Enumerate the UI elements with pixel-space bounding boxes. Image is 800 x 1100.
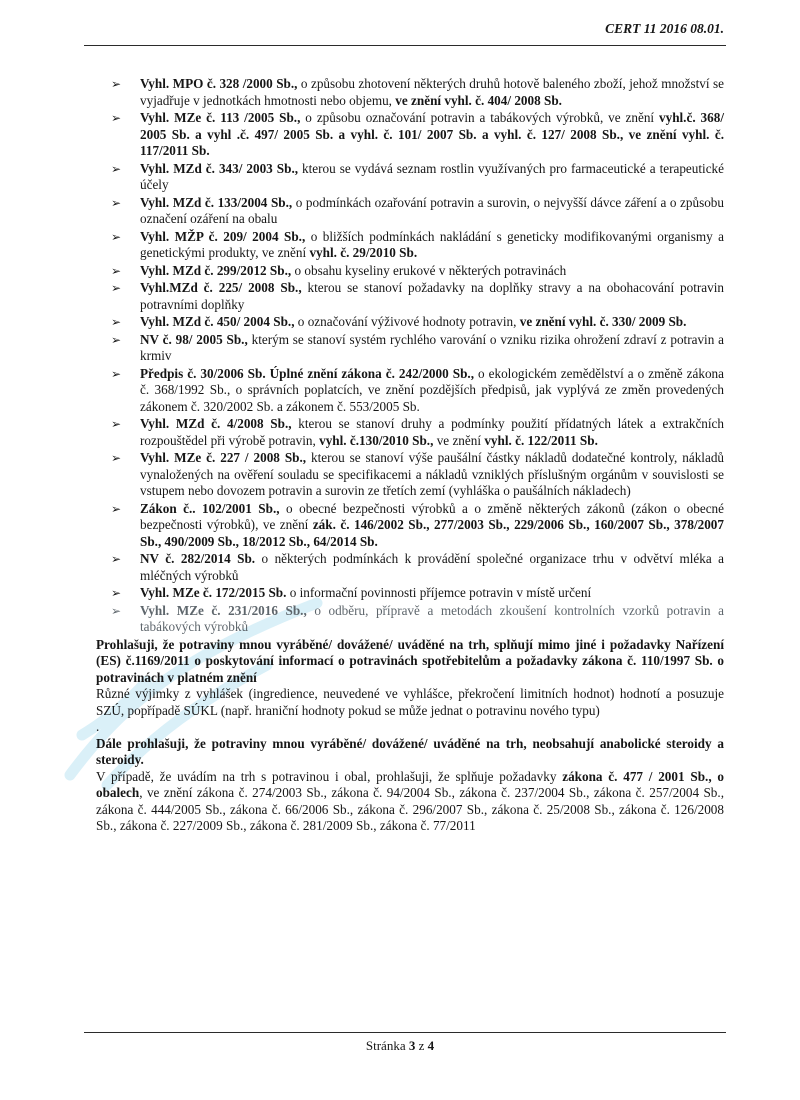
arrow-bullet-icon: ➢	[111, 603, 122, 618]
arrow-bullet-icon: ➢	[111, 501, 122, 516]
list-item	[96, 280, 724, 313]
list-item	[96, 366, 724, 416]
list-item	[96, 551, 724, 584]
list-item	[96, 161, 724, 194]
list-item-text: Zákon č.. 102/2001 Sb., o obecné bezpečnosti výrobků a o změně některých zákonů (zákon o obecné bezpečnosti výrobků), ve znění zák. č. 146/2002 Sb., 277/2003 Sb., 229/2006 Sb., 160/2007 Sb., 378/2007 Sb., 490/2009 Sb., 18/2012 Sb., 64/2014 Sb.	[140, 500, 724, 549]
list-item-text: Vyhl. MZe č. 172/2015 Sb. o informační povinnosti příjemce potravin v místě určení	[140, 585, 592, 600]
document-body	[96, 76, 724, 835]
list-item-text: Vyhl. MŽP č. 209/ 2004 Sb., o bližších podmínkách nakládání s geneticky modifikovanými organismy a genetickými produkty, ve znění vyhl. č. 29/2010 Sb.	[140, 228, 724, 260]
arrow-bullet-icon: ➢	[111, 451, 122, 465]
list-item-text: Vyhl. MZd č. 133/2004 Sb., o podmínkách ozařování potravin a surovin, o nejvyšší dávce záření a o způsobu označení ozáření na obalu	[140, 194, 724, 226]
list-item	[96, 76, 724, 109]
arrow-bullet-icon: ➢	[111, 586, 122, 600]
stray-period-line: .	[96, 719, 100, 734]
header-divider	[84, 45, 726, 46]
list-item	[96, 450, 724, 500]
list-item	[96, 585, 724, 602]
list-item	[96, 501, 724, 551]
arrow-bullet-icon: ➢	[111, 161, 122, 176]
list-item	[96, 416, 724, 449]
list-item-text: Vyhl. MZe č. 227 / 2008 Sb., kterou se stanoví výše paušální částky nákladů dodatečné kontroly, nákladů vynaložených na ověření souladu se specifikacemi a nákladů vzniklých příslušným orgánům v souvislosti se vstupem nebo dovozem potravin a surovin ze třetích zemí (vyhláška o paušálních nákladech)	[140, 450, 725, 498]
list-item	[96, 195, 724, 228]
list-item	[96, 229, 724, 262]
packaging-declaration-paragraph: V případě, že uvádím na trh s potravinou i obal, prohlašuji, že splňuje požadavky zákona č. 477 / 2001 Sb., o obalech, ve znění zákona č. 274/2003 Sb., zákona č. 94/2004 Sb., zákona č. 237/2004 Sb., zákona č. 257/2004 Sb., zákona č. 444/2005 Sb., zákona č. 66/2006 Sb., zákona č. 296/2007 Sb., zákona č. 25/2008 Sb., zákona č. 126/2008 Sb., zákona č. 227/2009 Sb., zákona č. 281/2009 Sb., zákona č. 77/2011	[96, 768, 724, 833]
arrow-bullet-icon: ➢	[111, 552, 122, 566]
list-item-text: NV č. 282/2014 Sb. o některých podmínkách k provádění společné organizace trhu v odvětví mléka a mléčných výrobků	[140, 551, 724, 583]
list-item	[96, 314, 724, 331]
arrow-bullet-icon: ➢	[111, 229, 122, 244]
footer-divider	[84, 1032, 726, 1033]
steroids-declaration-paragraph: Dále prohlašuji, že potraviny mnou vyráběné/ dovážené/ uváděné na trh, neobsahují anabolické steroidy a steroidy.	[96, 735, 724, 767]
list-item-text: Vyhl. MZe č. 231/2016 Sb., o odběru, přípravě a metodách zkoušení kontrolních vzorků potravin a tabákových výrobků	[140, 602, 724, 634]
page-header-reference: CERT 11 2016 08.01.	[605, 21, 724, 36]
list-item-text: Vyhl. MZd č. 299/2012 Sb., o obsahu kyseliny erukové v některých potravinách	[140, 262, 567, 278]
list-item-text: Předpis č. 30/2006 Sb. Úplné znění zákona č. 242/2000 Sb., o ekologickém zemědělství a o změně zákona č. 368/1992 Sb., o správních poplatcích, ve znění pozdějších předpisů, jak vyplývá ze změn provedených zákonem č. 320/2002 Sb. a zákonem č. 553/2005 Sb.	[140, 365, 724, 414]
list-item-text: Vyhl. MPO č. 328 /2000 Sb., o způsobu zhotovení některých druhů hotově baleného zboží, jehož množství se vyjadřuje v jednotkách hmotnosti nebo objemu, ve znění vyhl. č. 404/ 2008 Sb.	[140, 76, 724, 108]
list-item	[96, 603, 724, 636]
list-item-text: Vyhl. MZd č. 450/ 2004 Sb., o označování výživové hodnoty potravin, ve znění vyhl. č. 330/ 2009 Sb.	[140, 314, 687, 329]
list-item-text: Vyhl. MZe č. 113 /2005 Sb., o způsobu označování potravin a tabákových výrobků, ve znění vyhl.č. 368/ 2005 Sb. a vyhl .č. 497/ 2005 Sb. a vyhl. č. 101/ 2007 Sb. a vyhl. č. 127/ 2008 Sb., ve znění vyhl. č. 117/2011 Sb.	[140, 110, 724, 158]
arrow-bullet-icon: ➢	[111, 111, 122, 125]
arrow-bullet-icon: ➢	[111, 195, 122, 210]
arrow-bullet-icon: ➢	[111, 281, 122, 295]
arrow-bullet-icon: ➢	[111, 77, 122, 91]
list-item	[96, 332, 724, 365]
arrow-bullet-icon: ➢	[111, 332, 122, 347]
regulation-list	[96, 76, 724, 636]
arrow-bullet-icon: ➢	[111, 417, 122, 431]
list-item	[96, 110, 724, 160]
list-item-text: Vyhl. MZd č. 343/ 2003 Sb., kterou se vydává seznam rostlin využívaných pro farmaceutické a terapeutické účely	[140, 160, 724, 192]
list-item	[96, 263, 724, 280]
arrow-bullet-icon: ➢	[111, 315, 122, 329]
list-item-text: NV č. 98/ 2005 Sb., kterým se stanoví systém rychlého varování o vzniku rizika ohrožení zdraví z potravin a krmiv	[140, 331, 724, 363]
declaration-1169-paragraph: Prohlašuji, že potraviny mnou vyráběné/ dovážené/ uváděné na trh, splňují mimo jiné i požadavky Nařízení (ES) č.1169/2011 o poskytování informací o potravinách spotřebitelům a požadavky zákona č. 110/1997 Sb. o potravinách v platném znění	[96, 636, 724, 685]
arrow-bullet-icon: ➢	[111, 263, 122, 278]
arrow-bullet-icon: ➢	[111, 366, 122, 381]
list-item-text: Vyhl. MZd č. 4/2008 Sb., kterou se stanoví druhy a podmínky použití přídatných látek a extrakčních rozpouštědel při výrobě potravin, vyhl. č.130/2010 Sb., ve znění vyhl. č. 122/2011 Sb.	[140, 416, 725, 448]
exceptions-paragraph: Různé výjimky z vyhlášek (ingredience, neuvedené ve vyhlášce, překročení limitních hodnot) hodnotí a posuzuje SZÚ, popřípadě SÚKL (např. hraniční hodnoty pokud se může jednat o potravinu nového typu)	[96, 686, 724, 718]
page-number: Stránka 3 z 4	[365, 1038, 435, 1053]
list-item-text: Vyhl.MZd č. 225/ 2008 Sb., kterou se stanoví požadavky na doplňky stravy a na obohacování potravin potravními doplňky	[140, 280, 725, 312]
